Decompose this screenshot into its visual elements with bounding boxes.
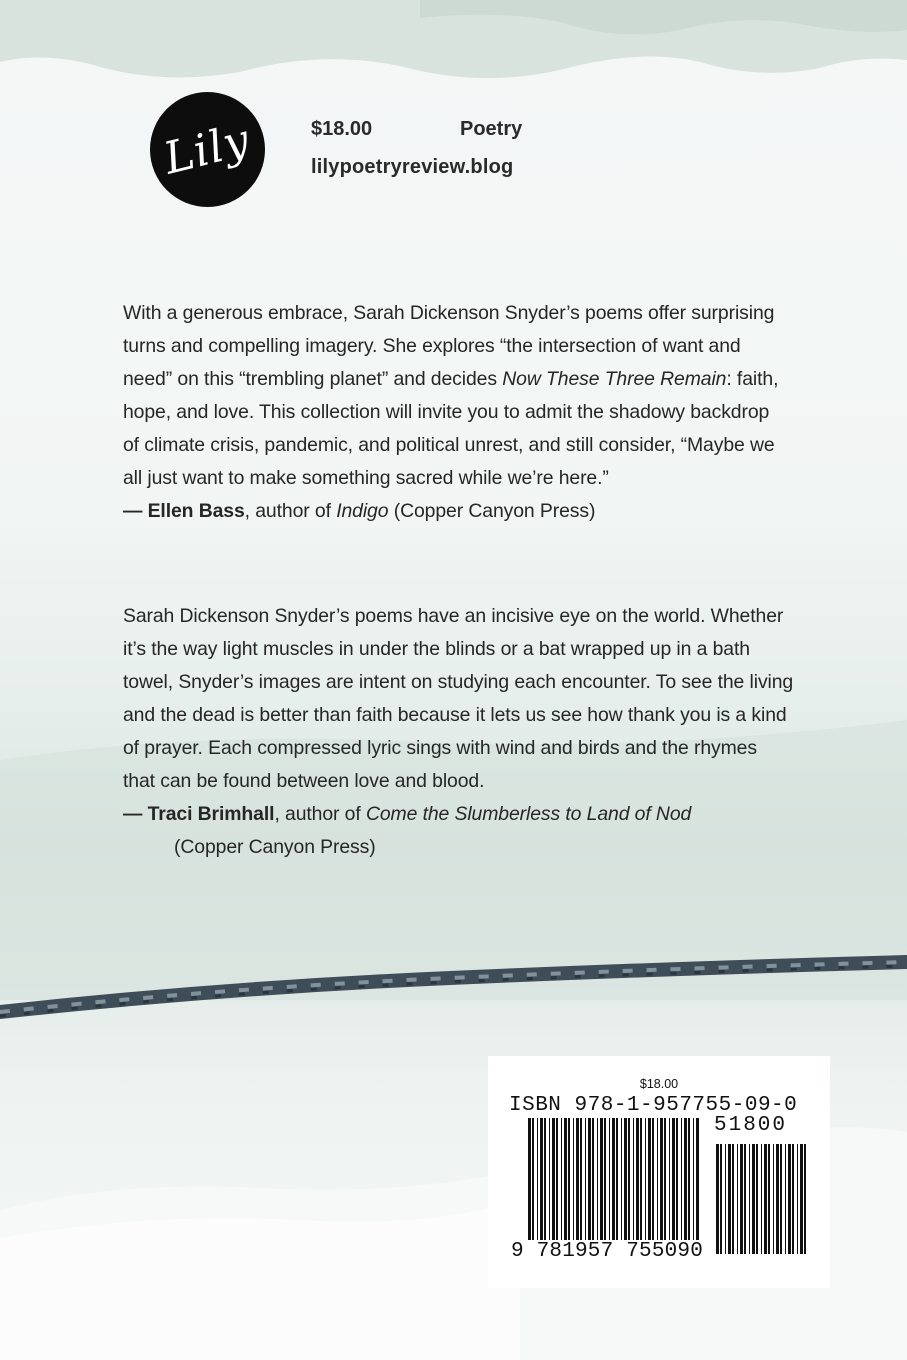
credit-name: — Ellen Bass: [123, 500, 245, 522]
credit-publisher: (Copper Canyon Press): [388, 500, 596, 522]
blurb-line: turns and compelling imagery. She explores “the intersection of want and: [123, 335, 741, 357]
blurb-traci-brimhall: [123, 600, 823, 864]
credit-text: , author of: [274, 803, 366, 825]
credit-text: , author of: [244, 500, 337, 522]
blurb-line: of climate crisis, pandemic, and political unrest, and still consider, “Maybe we: [123, 434, 775, 456]
credit-book-title: Indigo: [336, 500, 389, 522]
credit-name: — Traci Brimhall: [123, 803, 275, 825]
website-url: lilypoetryreview.blog: [311, 156, 514, 178]
blurb-text: : faith,: [726, 368, 779, 390]
credit-publisher: (Copper Canyon Press): [174, 836, 376, 858]
blurb-line: of prayer. Each compressed lyric sings with wind and birds and the rhymes: [123, 737, 757, 759]
category-label: Poetry: [460, 118, 523, 140]
blurb-line: that can be found between love and blood.: [123, 770, 485, 792]
blurb-credit: [123, 495, 823, 528]
blurb-line: [123, 363, 823, 396]
barcode-digits: 9 781957 755090: [511, 1240, 704, 1263]
book-title: Now These Three Remain: [502, 368, 727, 390]
price-barcode: [716, 1144, 806, 1254]
price-addon-digits: 51800: [714, 1114, 788, 1137]
blurb-credit: [123, 798, 823, 831]
blurb-line: and the dead is better than faith because it lets us see how thank you is a kind: [123, 704, 787, 726]
credit-book-title: Come the Slumberless to Land of Nod: [365, 803, 692, 825]
blurb-ellen-bass: [123, 297, 823, 528]
blurb-line: towel, Snyder’s images are intent on studying each encounter. To see the living: [123, 671, 794, 693]
blurb-line: Sarah Dickenson Snyder’s poems have an incisive eye on the world. Whether: [123, 605, 784, 627]
blurb-line: all just want to make something sacred while we’re here.”: [123, 467, 609, 489]
isbn-barcode: [528, 1118, 700, 1254]
price: $18.00: [311, 118, 373, 140]
barcode-panel: [488, 1056, 830, 1288]
logo-text: Lily: [159, 113, 256, 185]
blurb-line: With a generous embrace, Sarah Dickenson Snyder’s poems offer surprising: [123, 302, 775, 324]
blurb-line: it’s the way light muscles in under the blinds or a bat wrapped up in a bath: [123, 638, 750, 660]
isbn-number: ISBN 978-1-957755-09-0: [509, 1094, 798, 1117]
blurb-text: need” on this “trembling planet” and decides: [123, 368, 503, 390]
blurb-line: hope, and love. This collection will invite you to admit the shadowy backdrop: [123, 401, 770, 423]
barcode-price: $18.00: [639, 1077, 679, 1091]
lily-logo: [150, 92, 265, 207]
